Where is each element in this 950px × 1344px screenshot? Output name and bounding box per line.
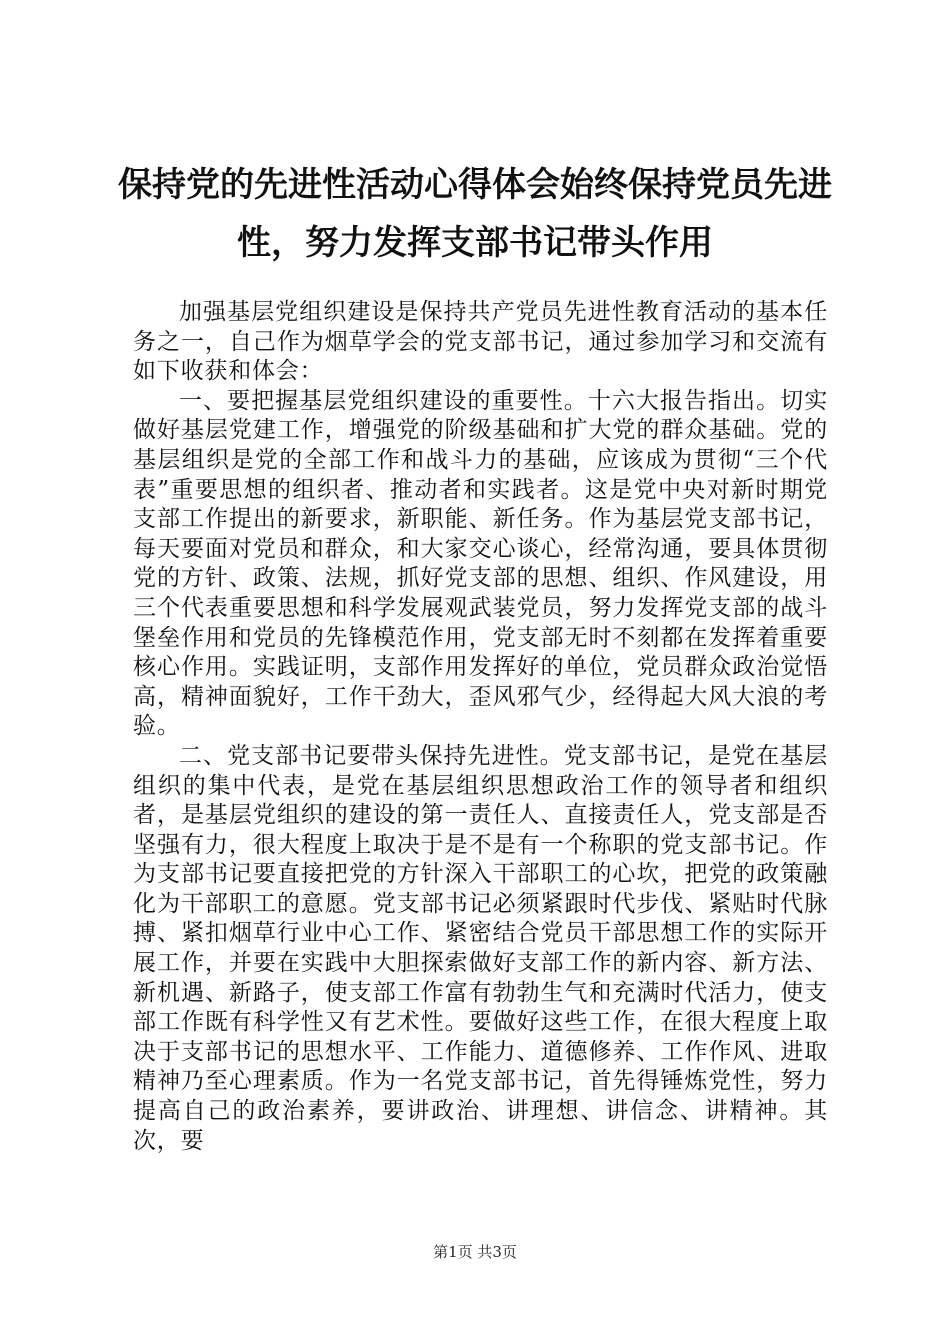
paragraph-section-1: 一、要把握基层党组织建设的重要性。十六大报告指出。切实做好基层党建工作，增强党的阶级基础和扩大党的群众基础。党的基层组织是党的全部工作和战斗力的基础，应该成为贯彻“三个代表”重要思想的组织者、推动者和实践者。这是党中央对新时期党支部工作提出的新要求，新职能、新任务。作为基层党支部书记，每天要面对党员和群众，和大家交心谈心，经常沟通，要具体贯彻党的方针、政策、法规，抓好党支部的思想、组织、作风建设，用三个代表重要思想和科学发展观武装党员，努力发挥党支部的战斗堡垒作用和党员的先锋模范作用，党支部无时不刻都在发挥着重要核心作用。实践证明，支部作用发挥好的单位，党员群众政治觉悟高，精神面貌好，工作干劲大，歪风邪气少，经得起大风大浪的考验。: [133, 387, 828, 740]
paragraph-intro: 加强基层党组织建设是保持共产党员先进性教育活动的基本任务之一，自己作为烟草学会的党支部书记，通过参加学习和交流有如下收获和体会：: [133, 299, 828, 385]
page-footer: 第1页 共3页: [433, 1243, 517, 1261]
document-body: [133, 298, 828, 1156]
document-title: 保持党的先进性活动心得体会始终保持党员先进性，努力发挥支部书记带头作用: [118, 165, 832, 263]
paragraph-section-2: 二、党支部书记要带头保持先进性。党支部书记，是党在基层组织的集中代表，是党在基层组织思想政治工作的领导者和组织者，是基层党组织的建设的第一责任人、直接责任人，党支部是否坚强有力，很大程度上取决于是不是有一个称职的党支部书记。作为支部书记要直接把党的方针深入干部职工的心坎，把党的政策融化为干部职工的意愿。党支部书记必须紧跟时代步伐、紧贴时代脉搏、紧扣烟草行业中心工作、紧密结合党员干部思想工作的实际开展工作，并要在实践中大胆探索做好支部工作的新内容、新方法、新机遇、新路子，使支部工作富有勃勃生气和充满时代活力，使支部工作既有科学性又有艺术性。要做好这些工作，在很大程度上取决于支部书记的思想水平、工作能力、道德修养、工作作风、进取精神乃至心理素质。作为一名党支部书记，首先得锤炼党性，努力提高自己的政治素养，要讲政治、讲理想、讲信念、讲精神。其次，要: [133, 742, 828, 1154]
